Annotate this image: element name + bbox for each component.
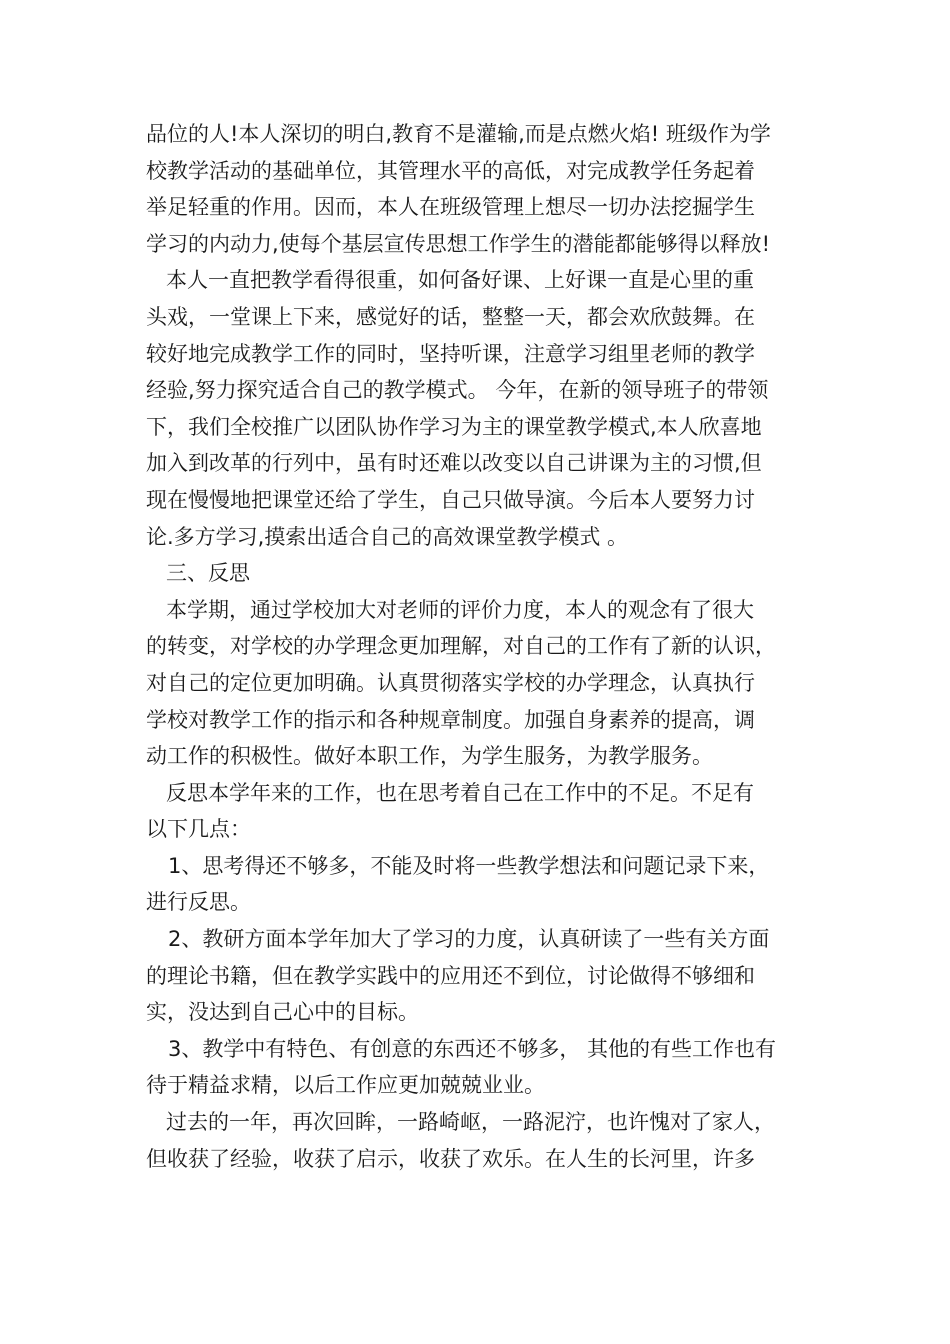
text-line: 学校对教学工作的指示和各种规章制度。加强自身素养的提高，调 bbox=[146, 707, 755, 732]
text-line: 待于精益求精，以后工作应更加兢兢业业。 bbox=[146, 1073, 545, 1098]
text-line: 下，我们全校推广以团队协作学习为主的课堂教学模式,本人欣喜地 bbox=[146, 414, 762, 439]
text-line: 动工作的积极性。做好本职工作，为学生服务，为教学服务。 bbox=[146, 744, 713, 769]
text-line: 举足轻重的作用。因而，本人在班级管理上想尽一切办法挖掘学生 bbox=[146, 195, 755, 220]
text-line: 对自己的定位更加明确。认真贯彻落实学校的办学理念，认真执行 bbox=[146, 670, 755, 695]
text-line: 反思本学年来的工作，也在思考着自己在工作中的不足。不足有 bbox=[166, 780, 754, 805]
text-line: 学习的内动力,使每个基层宣传思想工作学生的潜能都能够得以释放! bbox=[146, 231, 771, 256]
list-item-1: 1、思考得还不够多，不能及时将一些教学想法和问题记录下来， bbox=[168, 853, 770, 878]
text-line: 品位的人!本人深切的明白,教育不是灌输,而是点燃火焰! 班级作为学 bbox=[146, 122, 771, 146]
text-line: 进行反思。 bbox=[146, 890, 251, 915]
text-line: 但收获了经验，收获了启示，收获了欢乐。在人生的长河里，许多 bbox=[146, 1146, 755, 1171]
text-line: 经验,努力探究适合自己的教学模式。 今年，在新的领导班子的带领 bbox=[146, 378, 769, 403]
text-line: 本学期，通过学校加大对老师的评价力度，本人的观念有了很大 bbox=[166, 597, 754, 622]
text-line: 本人一直把教学看得很重，如何备好课、上好课一直是心里的重 bbox=[166, 268, 754, 293]
text-line: 以下几点： bbox=[146, 817, 251, 842]
text-line: 校教学活动的基础单位，其管理水平的高低，对完成教学任务起着 bbox=[146, 158, 755, 183]
text-line: 的转变，对学校的办学理念更加理解，对自己的工作有了新的认识， bbox=[146, 634, 776, 659]
list-item-3: 3、教学中有特色、有创意的东西还不够多， 其他的有些工作也有 bbox=[168, 1036, 777, 1061]
text-line: 加入到改革的行列中，虽有时还难以改变以自己讲课为主的习惯,但 bbox=[146, 451, 762, 476]
document-body bbox=[146, 116, 816, 1177]
list-item-2: 2、教研方面本学年加大了学习的力度，认真研读了一些有关方面 bbox=[168, 927, 770, 952]
text-line: 现在慢慢地把课堂还给了学生，自己只做导演。今后本人要努力讨 bbox=[146, 487, 755, 512]
section-heading: 三、反思 bbox=[166, 561, 250, 586]
text-line: 过去的一年，再次回眸，一路崎岖，一路泥泞，也许愧对了家人， bbox=[166, 1110, 775, 1135]
text-line: 较好地完成教学工作的同时，坚持听课，注意学习组里老师的教学 bbox=[146, 341, 755, 366]
text-line: 论.多方学习,摸索出适合自己的高效课堂教学模式 。 bbox=[146, 524, 629, 549]
text-line: 的理论书籍，但在教学实践中的应用还不到位，讨论做得不够细和 bbox=[146, 963, 755, 988]
text-line: 头戏，一堂课上下来，感觉好的话，整整一天，都会欢欣鼓舞。在 bbox=[146, 304, 755, 329]
text-line: 实，没达到自己心中的目标。 bbox=[146, 1000, 419, 1025]
